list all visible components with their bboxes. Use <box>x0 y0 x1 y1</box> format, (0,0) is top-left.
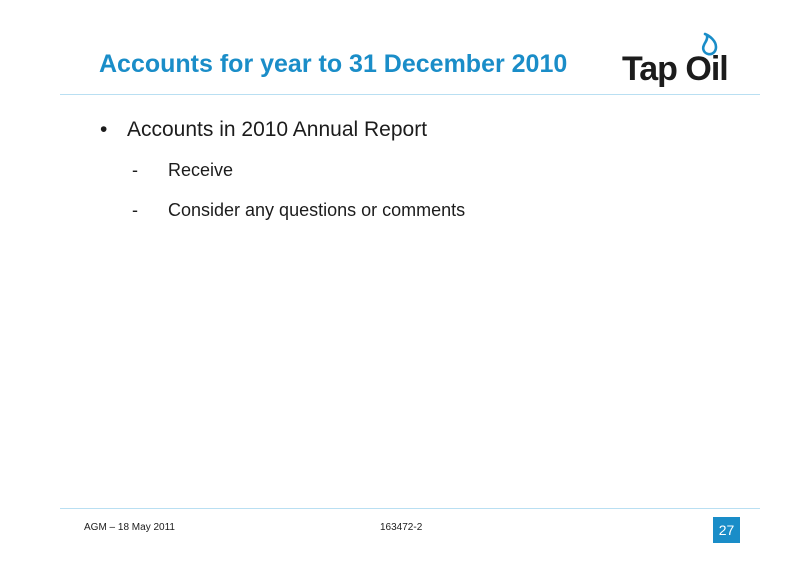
sub-bullet-marker: - <box>132 160 138 180</box>
sub-bullet-text: Receive <box>168 160 234 180</box>
sub-bullet-text: Consider any questions or comments <box>168 200 466 220</box>
bullet-item <box>100 118 427 142</box>
sub-bullet-item <box>132 200 465 221</box>
bullet-text: Accounts in 2010 Annual Report <box>127 118 428 141</box>
footer-event-date: AGM – 18 May 2011 <box>84 522 175 533</box>
footer-divider <box>60 508 760 509</box>
tap-oil-logo <box>622 32 737 88</box>
sub-bullet-marker: - <box>132 200 138 220</box>
footer-document-id: 163472-2 <box>380 522 423 533</box>
logo-wordmark: Tap Oil <box>622 50 728 88</box>
slide-title: Accounts for year to 31 December 2010 <box>99 50 568 78</box>
sub-bullet-item <box>132 160 233 181</box>
title-divider <box>60 94 760 95</box>
page-number-badge: 27 <box>713 517 740 543</box>
bullet-marker: • <box>100 118 108 141</box>
